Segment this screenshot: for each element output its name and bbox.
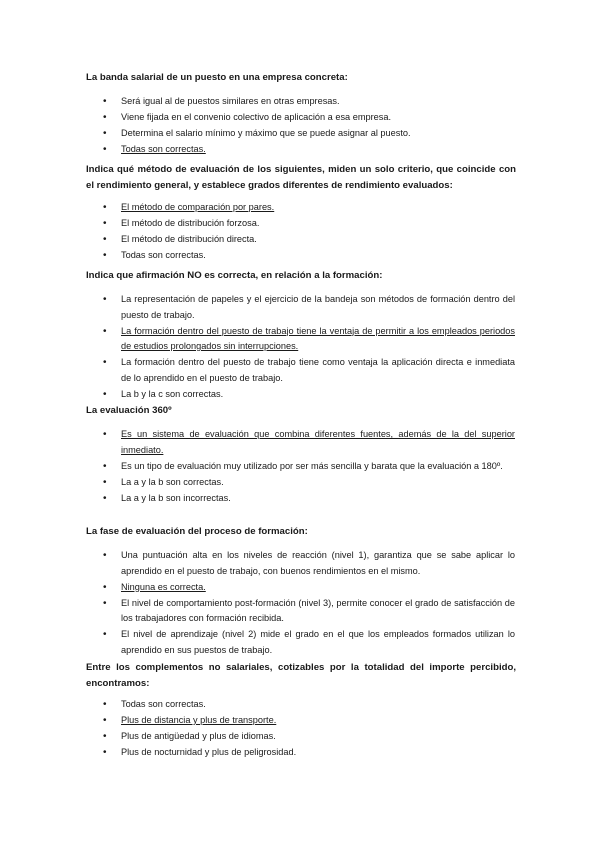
option-text: La representación de papeles y el ejercicio de la bandeja son métodos de formación dentro del puesto de trabajo. [121, 294, 515, 320]
bullet-icon: • [103, 325, 107, 337]
list-item [103, 248, 515, 264]
list-item [103, 580, 515, 596]
bullet-icon: • [103, 357, 107, 368]
option-text: Viene fijada en el convenio colectivo de aplicación a esa empresa. [121, 112, 392, 122]
option-text: Una puntuación alta en los niveles de reacción (nivel 1), garantiza que se sabe aplicar lo aprendido en el puesto de trabajo, con buenos rendimientos en el mismo. [121, 550, 515, 576]
bullet-icon: • [103, 429, 107, 440]
question-5-options [103, 548, 515, 659]
option-text: Determina el salario mínimo y máximo que se puede asignar al puesto. [121, 128, 411, 138]
option-text: Será igual al de puestos similares en otras empresas. [121, 96, 340, 106]
bullet-icon: • [103, 581, 107, 593]
question-5-prompt: La fase de evaluación del proceso de formación: [86, 526, 308, 537]
bullet-icon: • [103, 294, 107, 305]
option-text: Plus de nocturnidad y plus de peligrosidad. [121, 747, 297, 757]
list-item [103, 387, 515, 403]
correct-option-text: Ninguna es correcta. [121, 581, 206, 592]
bullet-icon: • [103, 218, 107, 229]
question-1-prompt: La banda salarial de un puesto en una empresa concreta: [86, 72, 348, 83]
list-item [103, 126, 515, 142]
bullet-icon: • [103, 96, 107, 107]
option-text: Todas son correctas. [121, 699, 206, 709]
correct-option-text: La formación dentro del puesto de trabajo tiene la ventaja de permitir a los empleados periodos de estudios prolongados sin interrupciones. [121, 325, 515, 351]
list-item [103, 142, 515, 158]
bullet-icon: • [103, 715, 107, 726]
list-item [103, 200, 515, 216]
option-text: El nivel de comportamiento post-formación (nivel 3), permite conocer el grado de satisfacción de los trabajadores con formación recibida. [121, 597, 515, 623]
list-item [103, 491, 515, 507]
question-3-prompt: Indica que afirmación NO es correcta, en relación a la formación: [86, 270, 383, 281]
question-6-options [103, 697, 515, 761]
question-3-options [103, 292, 515, 403]
correct-option-text: El método de comparación por pares. [121, 202, 275, 212]
list-item [103, 94, 515, 110]
list-item [103, 627, 515, 658]
option-text: Todas son correctas. [121, 250, 206, 260]
correct-option-text: Es un sistema de evaluación que combina diferentes fuentes, además de la del superior inmediato. [121, 429, 515, 455]
question-2-options [103, 200, 515, 264]
bullet-icon: • [103, 492, 107, 504]
list-item [103, 596, 515, 627]
option-text: Plus de antigüedad y plus de idiomas. [121, 731, 276, 741]
option-text: Es un tipo de evaluación muy utilizado por ser más sencilla y barata que la evaluación a 180º. [121, 460, 503, 471]
list-item [103, 110, 515, 126]
bullet-icon: • [103, 112, 107, 123]
bullet-icon: • [103, 250, 107, 261]
list-item [103, 232, 515, 248]
option-text: El método de distribución directa. [121, 234, 257, 244]
correct-option-text: Plus de distancia y plus de transporte. [121, 715, 277, 725]
list-item [103, 697, 515, 713]
list-item [103, 729, 515, 745]
option-text: El nivel de aprendizaje (nivel 2) mide el grado en el que los empleados formados utilizan lo aprendido en sus puestos de trabajo. [121, 629, 515, 655]
list-item [103, 459, 515, 475]
option-text: La a y la b son correctas. [121, 476, 224, 487]
list-item [103, 216, 515, 232]
list-item [103, 548, 515, 579]
bullet-icon: • [103, 388, 107, 400]
list-item [103, 292, 515, 323]
option-text: La b y la c son correctas. [121, 388, 224, 399]
list-item [103, 427, 515, 458]
option-text: La a y la b son incorrectas. [121, 492, 231, 503]
question-4-prompt: La evaluación 360º [86, 405, 172, 416]
bullet-icon: • [103, 629, 107, 640]
bullet-icon: • [103, 699, 107, 710]
question-2-prompt: Indica qué método de evaluación de los siguientes, miden un solo criterio, que coincide con el rendimiento general, y establece grados diferentes de rendimiento evaluados: [86, 164, 516, 191]
bullet-icon: • [103, 747, 107, 758]
list-item [103, 745, 515, 761]
bullet-icon: • [103, 144, 107, 155]
bullet-icon: • [103, 202, 107, 213]
bullet-icon: • [103, 460, 107, 472]
option-text: El método de distribución forzosa. [121, 218, 260, 228]
list-item [103, 475, 515, 491]
list-item [103, 355, 515, 386]
bullet-icon: • [103, 597, 107, 609]
bullet-icon: • [103, 550, 107, 561]
option-text: La formación dentro del puesto de trabajo tiene como ventaja la aplicación directa e inmediata de lo aprendido en el puesto de trabajo. [121, 357, 515, 383]
list-item [103, 713, 515, 729]
question-6-prompt: Entre los complementos no salariales, cotizables por la totalidad del importe percibido, encontramos: [86, 662, 516, 689]
bullet-icon: • [103, 128, 107, 139]
bullet-icon: • [103, 476, 107, 488]
bullet-icon: • [103, 731, 107, 742]
question-1-options [103, 94, 515, 158]
list-item [103, 324, 515, 355]
bullet-icon: • [103, 234, 107, 245]
correct-option-text: Todas son correctas. [121, 144, 206, 154]
question-4-options [103, 427, 515, 507]
